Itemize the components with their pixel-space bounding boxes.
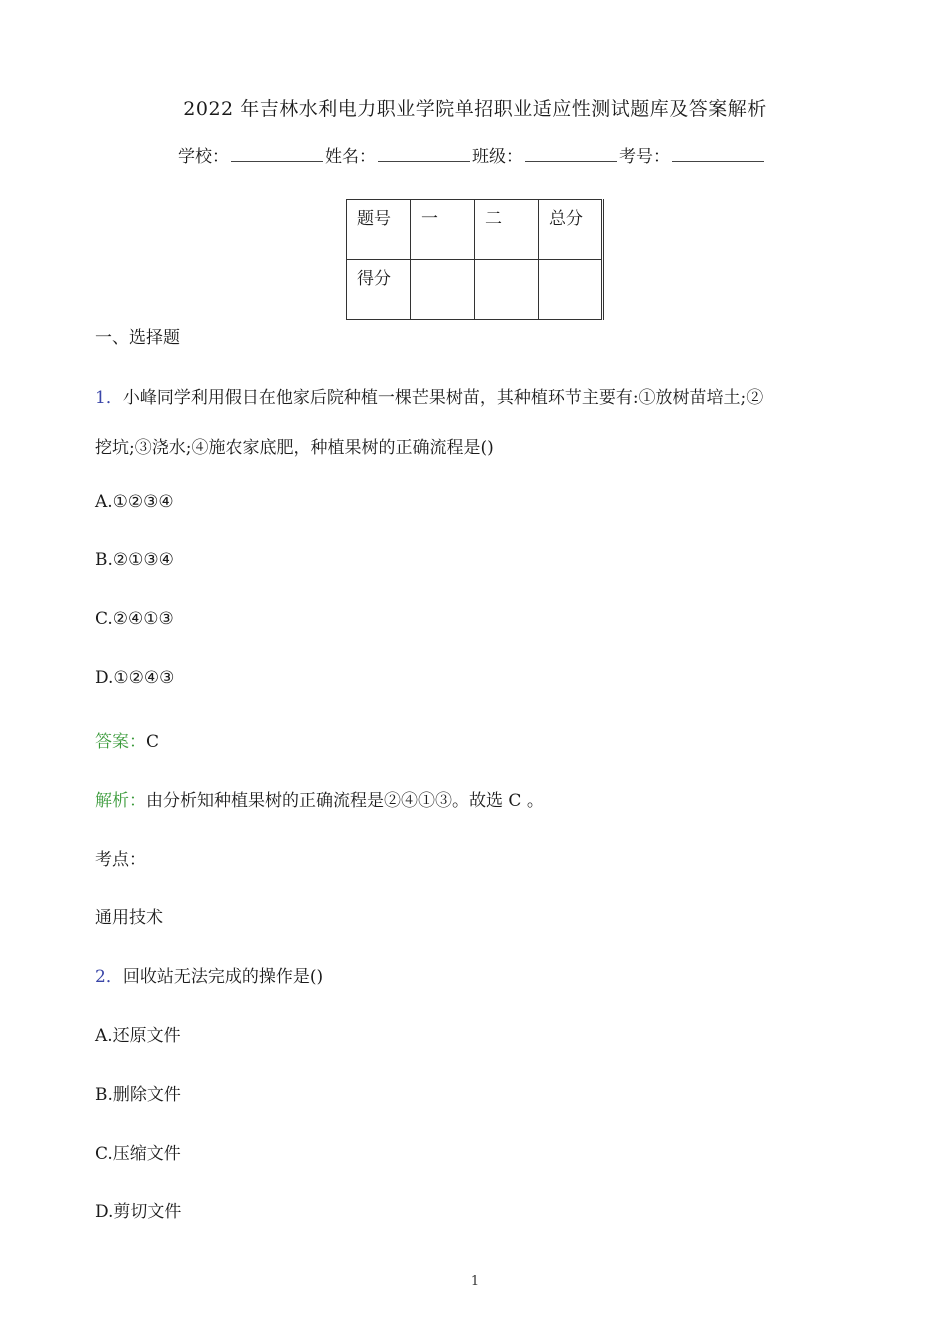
question-2-option-c: C.压缩文件 (95, 1144, 181, 1164)
school-label: 学校： (178, 147, 229, 167)
question-1-analysis (95, 786, 544, 811)
score-table-header-row (347, 200, 603, 260)
question-1-option-d: D.①②④③ (95, 668, 175, 688)
score-table (346, 199, 604, 320)
question-1-kaodian-value: 通用技术 (95, 908, 163, 928)
score-cell (411, 260, 475, 320)
score-table-header-cell: 一 (411, 200, 475, 260)
question-2-option-b: B.删除文件 (95, 1085, 181, 1105)
score-table-header-cell: 总分 (539, 200, 603, 260)
question-number: 1． (95, 388, 123, 408)
answer-label: 答案： (95, 732, 146, 752)
class-label: 班级： (472, 147, 523, 167)
question-1-line-2: 挖坑;③浇水;④施农家底肥，种植果树的正确流程是() (95, 438, 494, 458)
question-1-line-1 (95, 383, 763, 408)
score-row-label: 得分 (347, 260, 411, 320)
question-2-option-d: D.剪切文件 (95, 1202, 182, 1222)
student-info-line (178, 142, 766, 167)
answer-value: C (146, 732, 160, 752)
school-blank (231, 145, 323, 162)
name-label: 姓名： (325, 147, 376, 167)
analysis-label: 解析： (95, 791, 146, 811)
exam-number-label: 考号： (619, 147, 670, 167)
analysis-text: 由分析知种植果树的正确流程是②④①③。故选 C 。 (146, 791, 544, 811)
exam-number-blank (672, 145, 764, 162)
question-1-option-c: C.②④①③ (95, 609, 174, 629)
name-blank (378, 145, 470, 162)
score-table-header-cell: 题号 (347, 200, 411, 260)
question-1-option-b: B.②①③④ (95, 550, 174, 570)
question-text: 回收站无法完成的操作是() (122, 967, 324, 987)
question-2-option-a: A.还原文件 (95, 1026, 181, 1046)
page-number: 1 (470, 1274, 480, 1289)
question-text: 小峰同学利用假日在他家后院种植一棵芒果树苗，其种植环节主要有:①放树苗培土;② (122, 388, 764, 408)
score-cell (539, 260, 603, 320)
class-blank (525, 145, 617, 162)
question-2-line-1 (95, 962, 323, 987)
score-cell (475, 260, 539, 320)
question-1-answer (95, 727, 159, 752)
score-table-header-cell: 二 (475, 200, 539, 260)
score-table-score-row (347, 260, 603, 320)
question-number: 2． (95, 967, 123, 987)
section-title: 一、选择题 (95, 328, 180, 348)
document-title: 2022 年吉林水利电力职业学院单招职业适应性测试题库及答案解析 (183, 98, 767, 120)
question-1-kaodian-label: 考点： (95, 850, 146, 870)
question-1-option-a: A.①②③④ (95, 492, 174, 512)
